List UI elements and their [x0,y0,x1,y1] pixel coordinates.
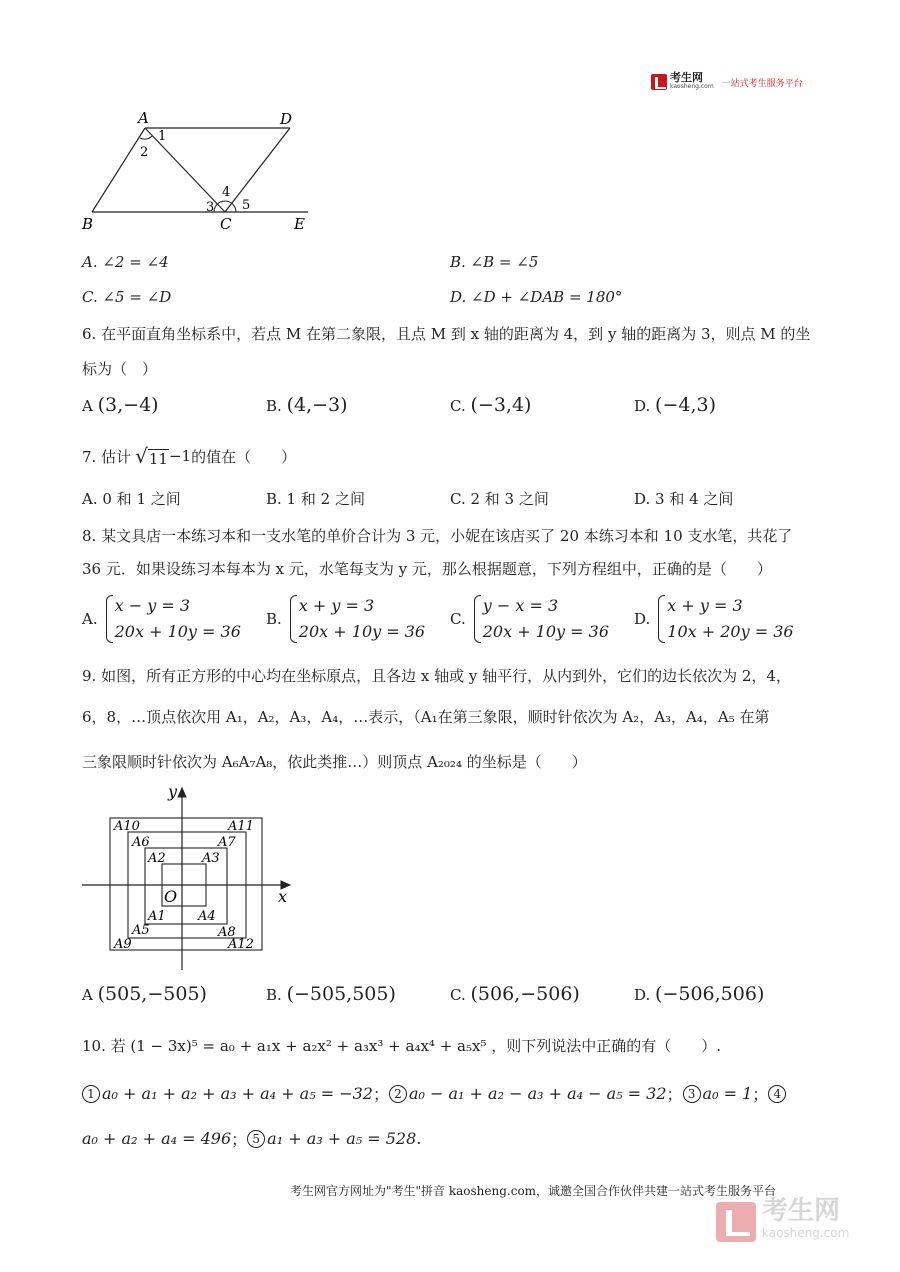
q6-option-c [450,394,531,416]
q8-option-b-system [290,593,425,645]
q8-a-eq1: x − y = 3 [114,596,191,615]
q9-option-d-label: D. [634,986,651,1004]
q9-option-b [266,983,396,1005]
q5-option-b: B. ∠B = ∠5 [450,253,539,271]
q6-option-d [634,394,716,416]
label-A3: A3 [202,851,220,866]
q6-option-b-label: B. [266,397,282,415]
q6-option-a-value: (3,−4) [97,394,159,416]
label-y: y [168,782,178,801]
label-A4: A4 [198,909,216,924]
q5-option-d: D. ∠D + ∠DAB = 180° [450,288,623,306]
label-A12: A12 [228,937,254,952]
label-A9: A9 [114,937,132,952]
q9-option-a-value: (505,−505) [97,983,207,1005]
q6-option-c-label: C. [450,397,466,415]
sqrt-radicand: 11 [148,450,168,468]
label-C: C [220,215,232,233]
q8-b-eq2: 20x + 10y = 36 [298,622,426,641]
label-D: D [280,110,293,128]
label-x: x [278,887,288,906]
q5-option-c: C. ∠5 = ∠D [82,288,172,306]
q7-pre: 7. 估计 [82,447,132,466]
q10-sep-2: ； [666,1085,683,1104]
angle-arc-A [140,136,152,139]
q10-statement-1: a₀ + a₁ + a₂ + a₃ + a₄ + a₅ = −32 [102,1084,373,1103]
circled-1-icon: 1 [82,1085,100,1103]
q8-line1: 8. 某文具店一本练习本和一支水笔的单价合计为 3 元，小妮在该店买了 20 本练习本和 10 支水笔，共花了 [82,527,793,545]
q8-c-eq2: 20x + 10y = 36 [482,622,610,641]
line-AB [92,128,145,212]
q9-option-d-value: (−506,506) [655,983,765,1005]
logo-slogan: 一站式考生服务平台 [721,78,803,89]
label-angle-4: 4 [222,185,231,200]
q10-statement-4: a₀ + a₂ + a₄ = 496 [82,1129,232,1148]
label-A10: A10 [114,819,140,834]
line-DC [225,128,290,212]
label-A1: A1 [148,909,166,924]
q9-option-a-label: A [82,986,93,1004]
label-A11: A11 [228,819,254,834]
q8-d-eq2: 10x + 20y = 36 [667,622,794,641]
q9-option-b-value: (−505,505) [286,983,396,1005]
logo-icon [651,74,667,90]
q8-option-a-system [106,593,241,645]
q9-line3: 三象限顺时针依次为 A₆A₇A₈，依此类推…）则顶点 A₂₀₂₄ 的坐标是（ ） [82,753,587,771]
sqrt-expression [135,444,169,468]
circled-4-icon: 4 [768,1085,786,1103]
label-angle-3: 3 [206,200,215,215]
q9-line1: 9. 如图，所有正方形的中心均在坐标原点，且各边 x 轴或 y 轴平行，从内到外，它们的边长依次为 2，4， [82,667,791,685]
logo-brand-en: kaosheng.com [670,83,714,90]
q8-d-eq1: x + y = 3 [667,596,743,615]
label-A6: A6 [132,835,150,850]
circled-3-icon: 3 [683,1085,701,1103]
q8-c-eq1: y − x = 3 [482,596,559,615]
header-logo [651,73,803,91]
q8-option-c [450,593,609,645]
watermark-logo-icon [716,1202,756,1242]
q8-option-b [266,593,425,645]
q9-option-c-value: (506,−506) [470,983,580,1005]
q9-line2: 6，8，…顶点依次用 A₁，A₂，A₃，A₄，…表示，（A₁在第三象限，顺时针依次为 A₂，A₃，A₄，A₅ 在第 [82,708,770,726]
q6-option-b-value: (4,−3) [286,394,348,416]
q6-option-a-label: A [82,397,93,415]
q8-option-a-label: A. [82,610,98,628]
q8-option-b-label: B. [266,610,282,628]
label-E: E [294,215,305,233]
q6-option-a [82,394,159,416]
q9-option-b-label: B. [266,986,282,1004]
squares-figure [78,780,308,975]
circled-2-icon: 2 [389,1085,407,1103]
circled-5-icon: 5 [247,1130,265,1148]
q9-option-d [634,983,764,1005]
parallelogram-figure [80,108,320,233]
logo-brand-cn: 考生网 [670,71,703,84]
q9-option-a [82,983,207,1005]
q10-sep-1: ； [372,1085,389,1104]
label-A5: A5 [132,923,150,938]
q8-option-d [634,593,794,645]
q8-option-d-label: D. [634,610,651,628]
q6-line2: 标为（ ） [82,360,158,378]
q7-option-a: A. 0 和 1 之间 [82,490,181,508]
q8-option-a [82,593,241,645]
q5-option-a: A. ∠2 = ∠4 [82,253,169,271]
q10-end: . [416,1129,422,1148]
label-A8: A8 [218,925,236,940]
q7-suffix: 的值在（ ） [191,447,297,466]
watermark-en: kaosheng.com [762,1226,850,1240]
sqrt-icon: √ [135,444,148,468]
q10-statement-2: a₀ − a₁ + a₂ − a₃ + a₄ − a₅ = 32 [408,1084,667,1103]
watermark [716,1196,850,1244]
q7-question [82,444,296,468]
q10-sep-3: ； [752,1085,769,1104]
q6-option-c-value: (−3,4) [470,394,532,416]
q10-statements-row2 [82,1127,421,1150]
q10-sep-4: ； [231,1130,248,1149]
label-angle-5: 5 [242,198,251,213]
label-angle-1: 1 [158,129,167,144]
q10-line1: 10. 若 (1 − 3x)⁵ = a₀ + a₁x + a₂x² + a₃x³ + a₄x⁴ + a₅x⁵ ，则下列说法中正确的有（ ）. [82,1037,722,1055]
label-B: B [82,215,94,233]
q6-option-d-label: D. [634,397,651,415]
q8-option-d-system [658,593,793,645]
q6-line1: 6. 在平面直角坐标系中，若点 M 在第二象限，且点 M 到 x 轴的距离为 4，到 y 轴的距离为 3，则点 M 的坐 [82,325,811,343]
q8-option-c-system [474,593,609,645]
q8-b-eq1: x + y = 3 [298,596,375,615]
footer-text: 考生网官方网址为"考生"拼音 kaosheng.com，诚邀全国合作伙伴共建一站式考生服务平台 [290,1184,777,1198]
q10-statements-row1 [82,1082,788,1105]
label-A2: A2 [148,851,166,866]
q9-option-c [450,983,580,1005]
label-angle-2: 2 [140,145,149,160]
q7-option-c: C. 2 和 3 之间 [450,490,549,508]
q9-option-c-label: C. [450,986,466,1004]
q8-option-c-label: C. [450,610,466,628]
label-O: O [164,887,178,906]
watermark-cn: 考生网 [762,1196,841,1226]
label-A7: A7 [218,835,236,850]
q7-option-b: B. 1 和 2 之间 [266,490,365,508]
q6-option-d-value: (−4,3) [655,394,717,416]
q7-post: −1 [168,447,192,465]
q10-statement-3: a₀ = 1 [702,1084,753,1103]
q7-option-d: D. 3 和 4 之间 [634,490,734,508]
q10-statement-5: a₁ + a₃ + a₅ = 528 [267,1129,417,1148]
label-A: A [138,109,149,127]
q8-line2: 36 元．如果设练习本每本为 x 元，水笔每支为 y 元，那么根据题意，下列方程组中，正确的是（ ） [82,560,772,578]
q8-a-eq2: 20x + 10y = 36 [114,622,241,641]
q6-option-b [266,394,348,416]
